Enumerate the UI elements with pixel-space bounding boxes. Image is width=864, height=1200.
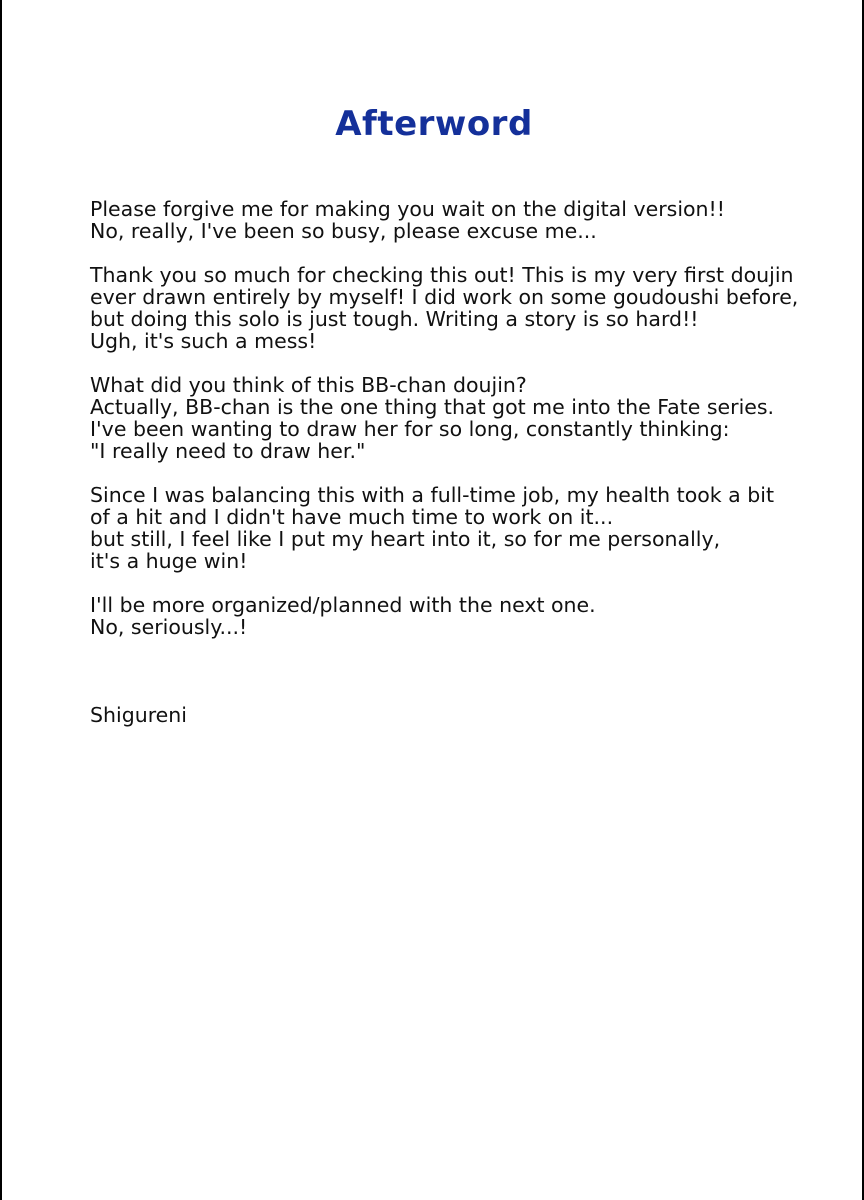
page-title: Afterword — [335, 104, 533, 144]
paragraph-next-one — [90, 594, 830, 638]
paragraph-bb-chan — [90, 374, 830, 462]
text-line: Since I was balancing this with a full-time job, my health took a bit — [90, 483, 774, 507]
text-line: of a hit and I didn't have much time to work on it... — [90, 505, 614, 529]
text-line: but doing this solo is just tough. Writing a story is so hard!! — [90, 307, 699, 331]
paragraph-balancing — [90, 484, 830, 572]
text-line: No, really, I've been so busy, please excuse me... — [90, 219, 597, 243]
text-line: What did you think of this BB-chan doujin? — [90, 373, 527, 397]
author-signature: Shigureni — [90, 703, 187, 727]
text-line: Thank you so much for checking this out! This is my very first doujin — [90, 263, 794, 287]
text-line: but still, I feel like I put my heart into it, so for me personally, — [90, 527, 721, 551]
text-line: it's a huge win! — [90, 549, 248, 573]
text-line: ever drawn entirely by myself! I did work on some goudoushi before, — [90, 285, 799, 309]
text-line: "I really need to draw her." — [90, 439, 366, 463]
text-line: Ugh, it's such a mess! — [90, 329, 317, 353]
paragraph-thanks — [90, 264, 830, 352]
text-line: No, seriously...! — [90, 615, 248, 639]
text-line: Please forgive me for making you wait on the digital version!! — [90, 197, 725, 221]
paragraph-apology — [90, 198, 830, 242]
text-line: Actually, BB-chan is the one thing that got me into the Fate series. — [90, 395, 775, 419]
text-line: I've been wanting to draw her for so long, constantly thinking: — [90, 417, 730, 441]
text-line: I'll be more organized/planned with the next one. — [90, 593, 596, 617]
afterword-body — [90, 198, 830, 660]
